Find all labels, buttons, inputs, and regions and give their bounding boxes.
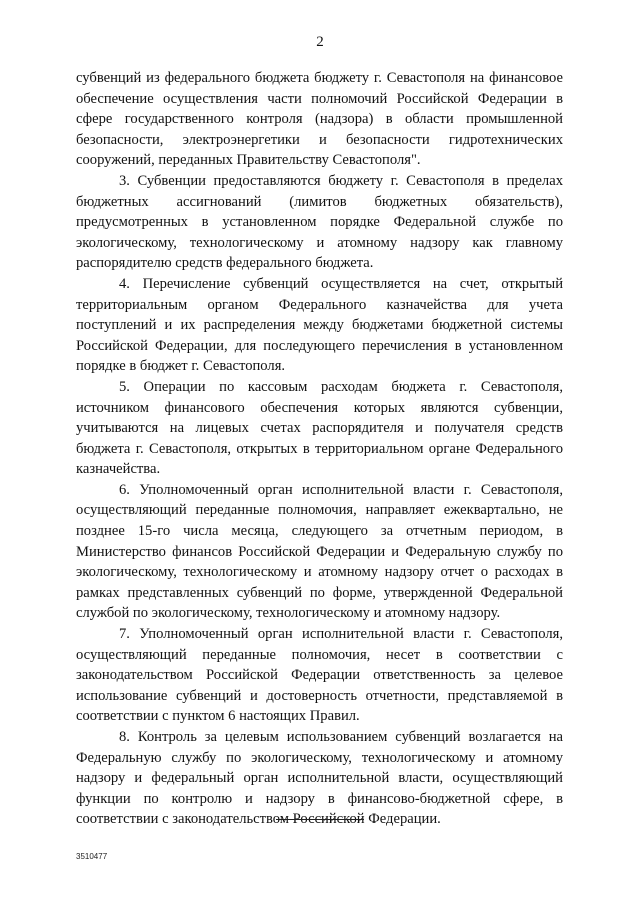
paragraph-item-5: 5. Операции по кассовым расходам бюджета г. Севастополя, источником финансового обеспечения которых являются субвенции, учитываются на лицевых счетах распорядителя и получателя средств бюджета г. Севастополя, открытых в территориальном органе Федерального казначейства.	[76, 378, 563, 478]
document-id: 3510477	[76, 852, 108, 861]
paragraph-item-3: 3. Субвенции предоставляются бюджету г. Севастополя в пределах бюджетных ассигнований (лимитов бюджетных обязательств), предусмотренных в установленном порядке Федеральной службе по экологическому, технологическому и атомному надзору как главному распорядителю средств федерального бюджета.	[76, 172, 563, 272]
paragraph-item-4: 4. Перечисление субвенций осуществляется на счет, открытый территориальным органом Федерального казначейства для учета поступлений и их распределения между бюджетами бюджетной системы Российской Федерации, для последующего перечисления в установленном порядке в бюджет г. Севастополя.	[76, 275, 563, 375]
end-divider-line	[276, 819, 364, 820]
document-body	[76, 68, 563, 830]
paragraph-continuation: субвенций из федерального бюджета бюджету г. Севастополя на финансовое обеспечение осуществления части полномочий Российской Федерации в сфере государственного контроля (надзора) в области промышленной безопасности, электроэнергетики и безопасности гидротехнических сооружений, переданных Правительству Севастополя".	[76, 70, 563, 169]
paragraph-item-6: 6. Уполномоченный орган исполнительной власти г. Севастополя, осуществляющий переданные полномочия, направляет ежеквартально, не позднее 15-го числа месяца, следующего за отчетным периодом, в Министерство финансов Российской Федерации и Федеральную службу по экологическому, технологическому и атомному надзору отчет о расходах в рамках представленных субвенций по форме, утвержденной Федеральной службой по экологическому, технологическому и атомному надзору.	[76, 481, 563, 622]
page-number: 2	[316, 34, 324, 50]
paragraph-item-7: 7. Уполномоченный орган исполнительной власти г. Севастополя, осуществляющий переданные полномочия, несет в соответствии с законодательством Российской Федерации ответственность за целевое использование субвенций и достоверность отчетности, представляемой в соответствии с пунктом 6 настоящих Правил.	[76, 626, 563, 725]
paragraph-item-8: 8. Контроль за целевым использованием субвенций возлагается на Федеральную службу по экологическому, технологическому и атомному надзору и федеральный орган исполнительной власти, осуществляющий функции по контролю и надзору в финансово-бюджетной сфере, в соответствии с законодательством Российской Федерации.	[76, 729, 563, 828]
